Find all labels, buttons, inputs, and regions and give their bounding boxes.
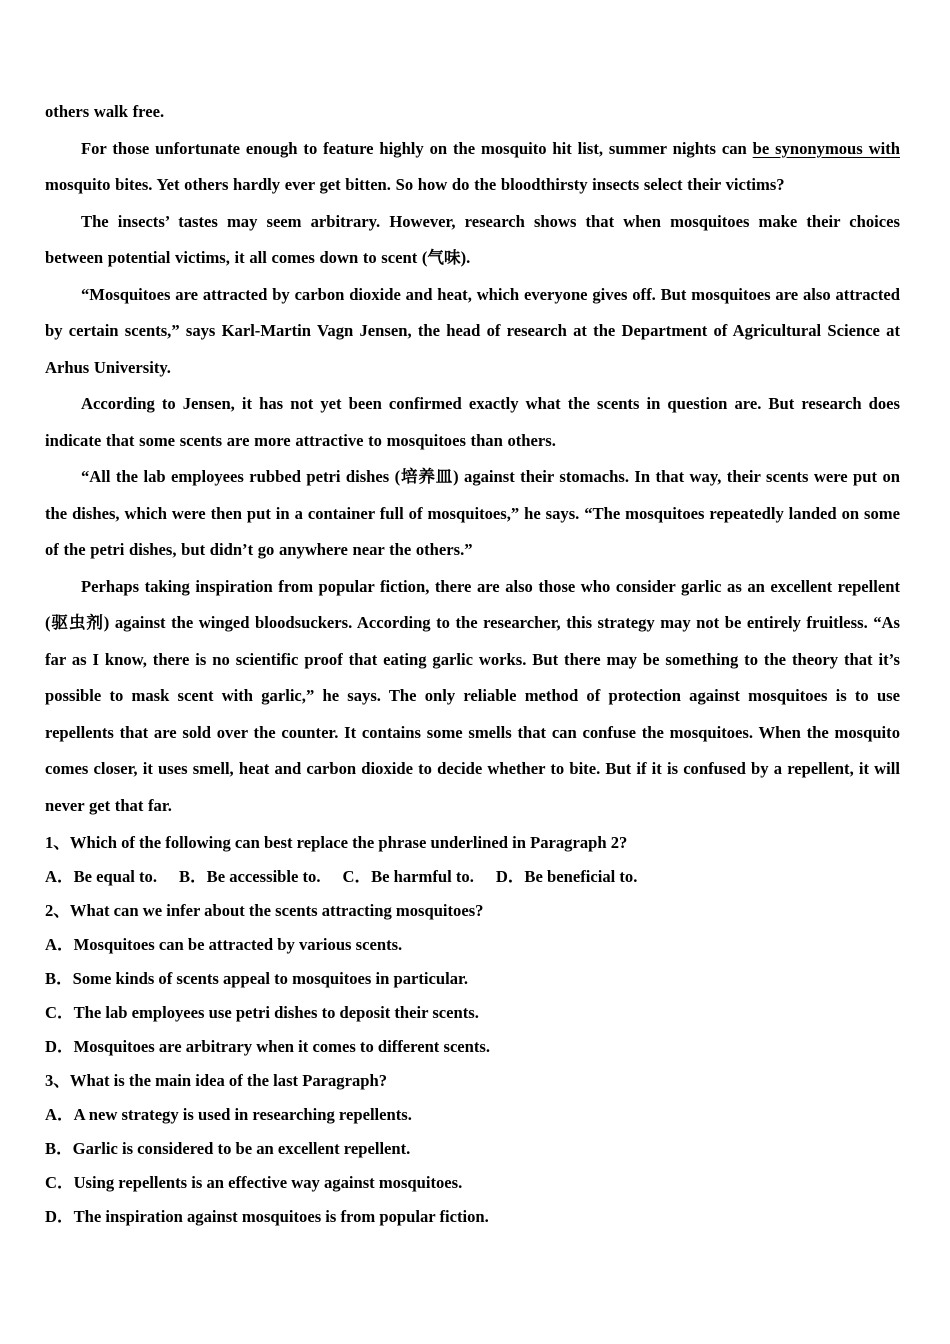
passage-paragraph-2 [45, 131, 900, 204]
question-2 [45, 894, 900, 1064]
question-2-option-a: A．Mosquitoes can be attracted by various scents. [45, 935, 403, 954]
question-1-option-b: B．Be accessible to. [179, 867, 321, 886]
question-3-option-a: A．A new strategy is used in researching repellents. [45, 1105, 412, 1124]
paragraph-text: mosquito bites. Yet others hardly ever get bitten. So how do the bloodthirsty insects select their victims? [45, 175, 785, 194]
passage-paragraph-3: The insects’ tastes may seem arbitrary. However, research shows that when mosquitoes make their choices between potential victims, it all comes down to scent (气味). [45, 211, 900, 267]
question-3-stem: 3、What is the main idea of the last Paragraph? [45, 1071, 388, 1090]
paragraph-text: For those unfortunate enough to feature highly on the mosquito hit list, summer nights can [81, 138, 753, 158]
passage-paragraph-5: According to Jensen, it has not yet been confirmed exactly what the scents in question are. But research does indicate that some scents are more attractive to mosquitoes than others. [45, 394, 900, 450]
question-2-option-b: B．Some kinds of scents appeal to mosquitoes in particular. [45, 969, 469, 988]
question-1 [45, 826, 900, 894]
question-3 [45, 1064, 900, 1234]
question-2-stem: 2、What can we infer about the scents attracting mosquitoes? [45, 901, 484, 920]
passage-continuation: others walk free. [45, 102, 165, 121]
question-3-option-c: C．Using repellents is an effective way against mosquitoes. [45, 1173, 463, 1192]
passage-paragraph-7: Perhaps taking inspiration from popular fiction, there are also those who consider garlic as an excellent repellent (驱虫剂) against the winged bloodsuckers. According to the researcher, this strategy may not be entirely fruitless. “As far as I know, there is no scientific proof that eating garlic works. But there may be something to the theory that it’s possible to mask scent with garlic,” he says. The only reliable method of protection against mosquitoes is to use repellents that are sold over the counter. It contains some smells that can confuse the mosquitoes. When the mosquito comes closer, it uses smell, heat and carbon dioxide to decide whether to bite. But if it is confused by a repellent, it will never get that far. [45, 576, 900, 815]
question-2-option-d: D．Mosquitoes are arbitrary when it comes to different scents. [45, 1037, 491, 1056]
passage-paragraph-4: “Mosquitoes are attracted by carbon dioxide and heat, which everyone gives off. But mosquitoes are also attracted by certain scents,” says Karl-Martin Vagn Jensen, the head of research at the Department of Agricultural Science at Arhus University. [45, 284, 900, 377]
question-section [45, 826, 900, 1234]
question-1-stem: 1、Which of the following can best replace the phrase underlined in Paragraph 2? [45, 833, 628, 852]
question-3-option-d: D．The inspiration against mosquitoes is from popular fiction. [45, 1207, 489, 1226]
question-3-option-b: B．Garlic is considered to be an excellent repellent. [45, 1139, 411, 1158]
reading-passage [45, 94, 900, 824]
underlined-phrase: be synonymous with [752, 138, 900, 158]
question-2-option-c: C．The lab employees use petri dishes to deposit their scents. [45, 1003, 479, 1022]
question-1-option-c: C．Be harmful to. [342, 867, 474, 886]
question-1-options [45, 860, 900, 894]
question-1-option-a: A．Be equal to. [45, 867, 158, 886]
passage-paragraph-6: “All the lab employees rubbed petri dishes (培养皿) against their stomachs. In that way, their scents were put on the dishes, which were then put in a container full of mosquitoes,” he says. “The mosquitoes repeatedly landed on some of the petri dishes, but didn’t go anywhere near the others.” [45, 467, 900, 559]
question-1-option-d: D．Be beneficial to. [495, 867, 638, 886]
